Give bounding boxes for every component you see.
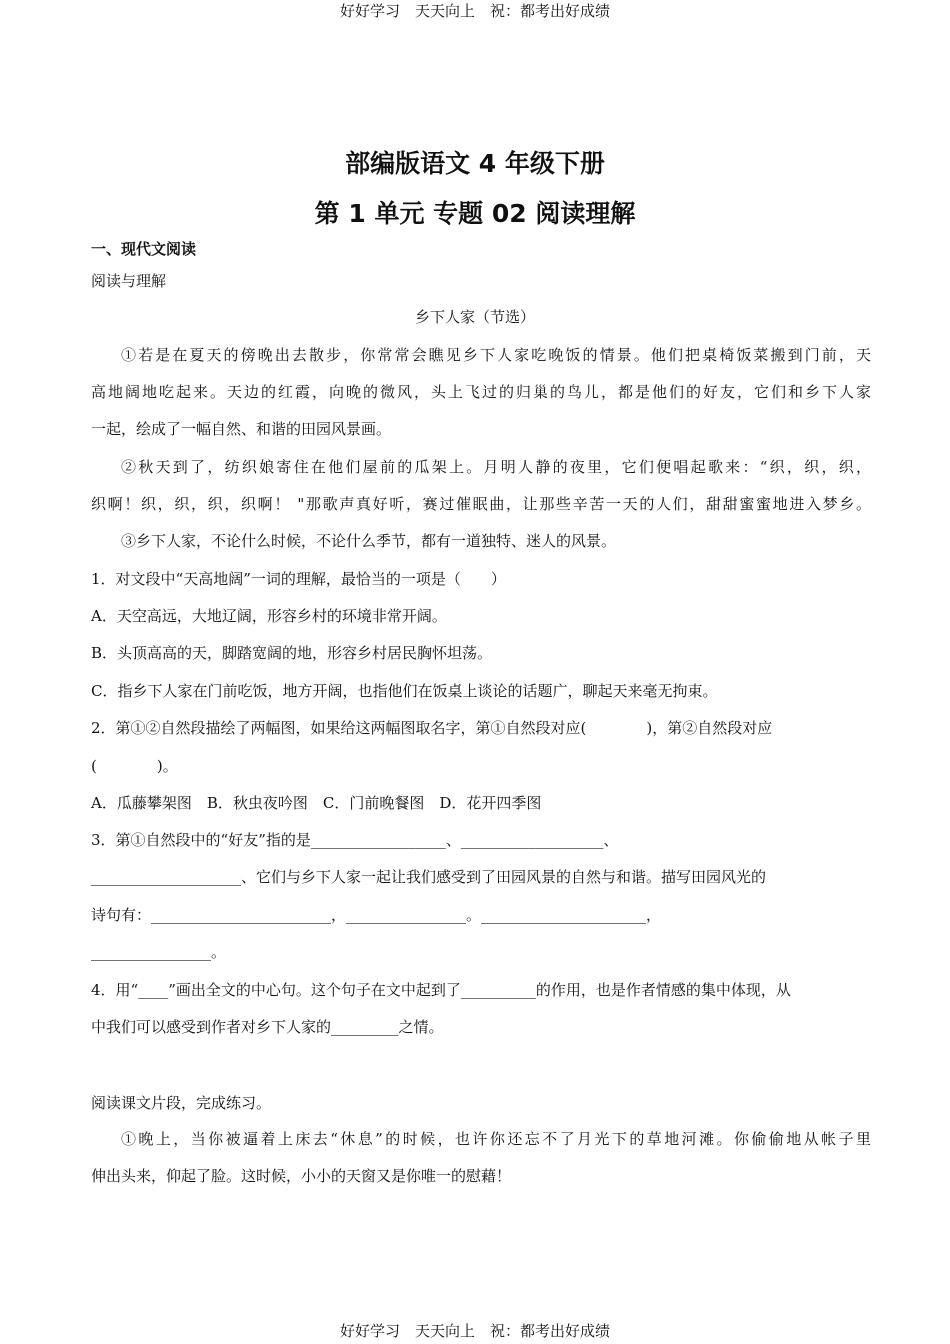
passage-line: ①若是在夏天的傍晚出去散步，你常常会瞧见乡下人家吃晚饭的情景。他们把桌椅饭菜搬到门前，天 — [121, 346, 871, 364]
section-heading: 一、现代文阅读 — [91, 240, 197, 258]
subsection-heading: 阅读与理解 — [91, 272, 167, 290]
page-footer: 好好学习 天天向上 祝：都考出好成绩 — [339, 1322, 610, 1340]
passage-title: 乡下人家（节选） — [414, 308, 535, 326]
subsection-heading: 阅读课文片段，完成练习。 — [91, 1094, 272, 1112]
question-2-cont: ( )。 — [91, 757, 178, 775]
question-1-option-b: B．头顶高高的天，脚踏宽阔的地，形容乡村居民胸怀坦荡。 — [91, 644, 493, 662]
question-1: 1．对文段中“天高地阔”一词的理解，最恰当的一项是（ ） — [91, 570, 506, 588]
question-3-cont: ____________________、它们与乡下人家一起让我们感受到了田园风景的自然与和谐。描写田园风光的 — [91, 868, 767, 886]
page-header: 好好学习 天天向上 祝：都考出好成绩 — [339, 2, 610, 20]
question-4: 4．用“____”画出全文的中心句。这个句子在文中起到了__________的作用，也是作者情感的集中体现，从 — [91, 981, 791, 999]
question-1-option-a: A．天空高远，大地辽阔，形容乡村的环境非常开阔。 — [91, 607, 447, 625]
document-title: 部编版语文 4 年级下册 — [345, 149, 605, 178]
passage-line: ②秋天到了，纺织娘寄住在他们屋前的瓜架上。月明人静的夜里，它们便唱起歌来：“织，织，织， — [121, 458, 871, 476]
passage-line: 伸出头来，仰起了脸。这时候，小小的天窗又是你唯一的慰藉！ — [91, 1167, 512, 1185]
passage-line: ③乡下人家，不论什么时候，不论什么季节，都有一道独特、迷人的风景。 — [121, 532, 617, 550]
question-1-option-c: C．指乡下人家在门前吃饭，地方开阔，也指他们在饭桌上谈论的话题广，聊起天来毫无拘束。 — [91, 682, 718, 700]
question-3: 3．第①自然段中的“好友”指的是__________________、___________________、 — [91, 831, 619, 849]
document-subtitle: 第 1 单元 专题 02 阅读理解 — [314, 199, 636, 228]
passage-line: 织啊！织，织，织，织啊！ "那歌声真好听，赛过催眠曲，让那些辛苦一天的人们，甜甜蜜蜜地进入梦乡。 — [91, 495, 871, 513]
question-3-cont: ________________。 — [91, 943, 227, 961]
question-3-cont: 诗句有：________________________，________________。______________________， — [91, 906, 662, 924]
question-4-cont: 中我们可以感受到作者对乡下人家的_________之情。 — [91, 1018, 444, 1036]
question-2: 2．第①②自然段描绘了两幅图，如果给这两幅图取名字，第①自然段对应( )，第②自然段对应 — [91, 719, 773, 737]
question-2-options: A．瓜藤攀架图 B．秋虫夜吟图 C．门前晚餐图 D．花开四季图 — [91, 794, 542, 812]
passage-line: 一起，绘成了一幅自然、和谐的田园风景画。 — [91, 420, 392, 438]
passage-line: 高地阔地吃起来。天边的红霞，向晚的微风，头上飞过的归巢的鸟儿，都是他们的好友，它们和乡下人家 — [91, 383, 871, 401]
passage-line: ①晚上，当你被逼着上床去“休息”的时候，也许你还忘不了月光下的草地河滩。你偷偷地从帐子里 — [121, 1130, 871, 1148]
